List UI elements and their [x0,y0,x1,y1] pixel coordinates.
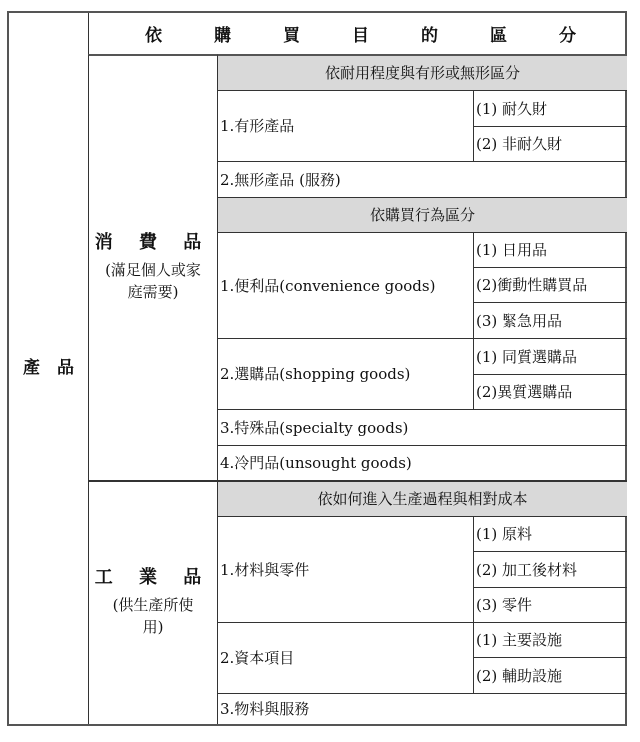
cell-text: (3) 緊急用品 [476,311,563,330]
cell-text: (2)衝動性購買品 [476,276,588,294]
cell-text: (1) 主要設施 [476,631,563,649]
cell-text: 2.選購品(shopping goods) [220,365,411,383]
cell-text: (2) 非耐久財 [476,135,563,153]
cell-text: 3.特殊品(specialty goods) [220,418,409,437]
capital-items-label [217,622,473,693]
consumer-goods-category [88,54,217,480]
root-label-product [9,13,88,724]
tangible-products-label [217,90,473,161]
header-char: 的 [421,26,438,46]
section-header-text: 依耐用程度與有形或無形區分 [324,64,520,82]
section-header-durability [217,54,627,90]
cell-text: (3) 零件 [476,596,533,614]
header-char: 分 [559,26,576,46]
header-char: 區 [490,26,507,46]
cell-text: 4.冷門品(unsought goods) [220,454,412,472]
cell-text: 2.無形產品 (服務) [220,170,341,189]
section-header-text: 依購買行為區分 [369,206,475,224]
intangible-products [217,161,627,197]
consumer-goods-subtitle: (滿足個人或家庭需要) [105,261,201,301]
section-header-production-process [217,480,627,516]
materials-and-parts-label [217,516,473,622]
accessory-equipment [473,657,627,693]
component-parts [473,587,627,622]
impulse-goods [473,267,627,302]
section-header-buying-behavior [217,197,627,232]
cell-text: 3.物料與服務 [220,700,310,718]
cell-text: (1) 耐久財 [476,99,548,118]
installations [473,622,627,657]
industrial-goods-category [88,480,217,724]
cell-text: (1) 日用品 [476,241,548,259]
cell-text: (1) 原料 [476,525,533,543]
convenience-goods-label [217,232,473,338]
heterogeneous-shopping-goods [473,374,627,409]
consumer-goods-title: 消 費 品 [94,232,212,254]
staple-goods [473,232,627,267]
header-char: 買 [283,26,300,46]
industrial-goods-title: 工 業 品 [94,567,212,589]
nondurable-goods [473,126,627,161]
homogeneous-shopping-goods [473,338,627,374]
emergency-goods [473,302,627,338]
cell-text: 1.材料與零件 [220,560,310,579]
supplies-and-services [217,693,627,724]
cell-text: (2)異質選購品 [476,383,573,401]
industrial-goods-subtitle: (供生產所使用) [112,596,194,636]
cell-text: 1.有形產品 [220,117,295,135]
cell-text: (1) 同質選購品 [476,347,578,366]
shopping-goods-label [217,338,473,409]
product-classification-table [7,11,627,726]
cell-text: 1.便利品(convenience goods) [220,276,436,295]
manufactured-materials [473,551,627,587]
section-header-text: 依如何進入生產過程與相對成本 [317,490,528,508]
header-char: 購 [214,26,231,46]
header-row [88,13,627,54]
cell-text: (2) 輔助設施 [476,666,563,685]
root-label-text: 產 品 [23,358,74,379]
specialty-goods [217,409,627,445]
header-char: 目 [352,26,369,46]
cell-text: 2.資本項目 [220,649,295,667]
cell-text: (2) 加工後材料 [476,560,578,579]
unsought-goods [217,445,627,480]
header-char: 依 [145,26,162,46]
raw-materials [473,516,627,551]
durable-goods [473,90,627,126]
